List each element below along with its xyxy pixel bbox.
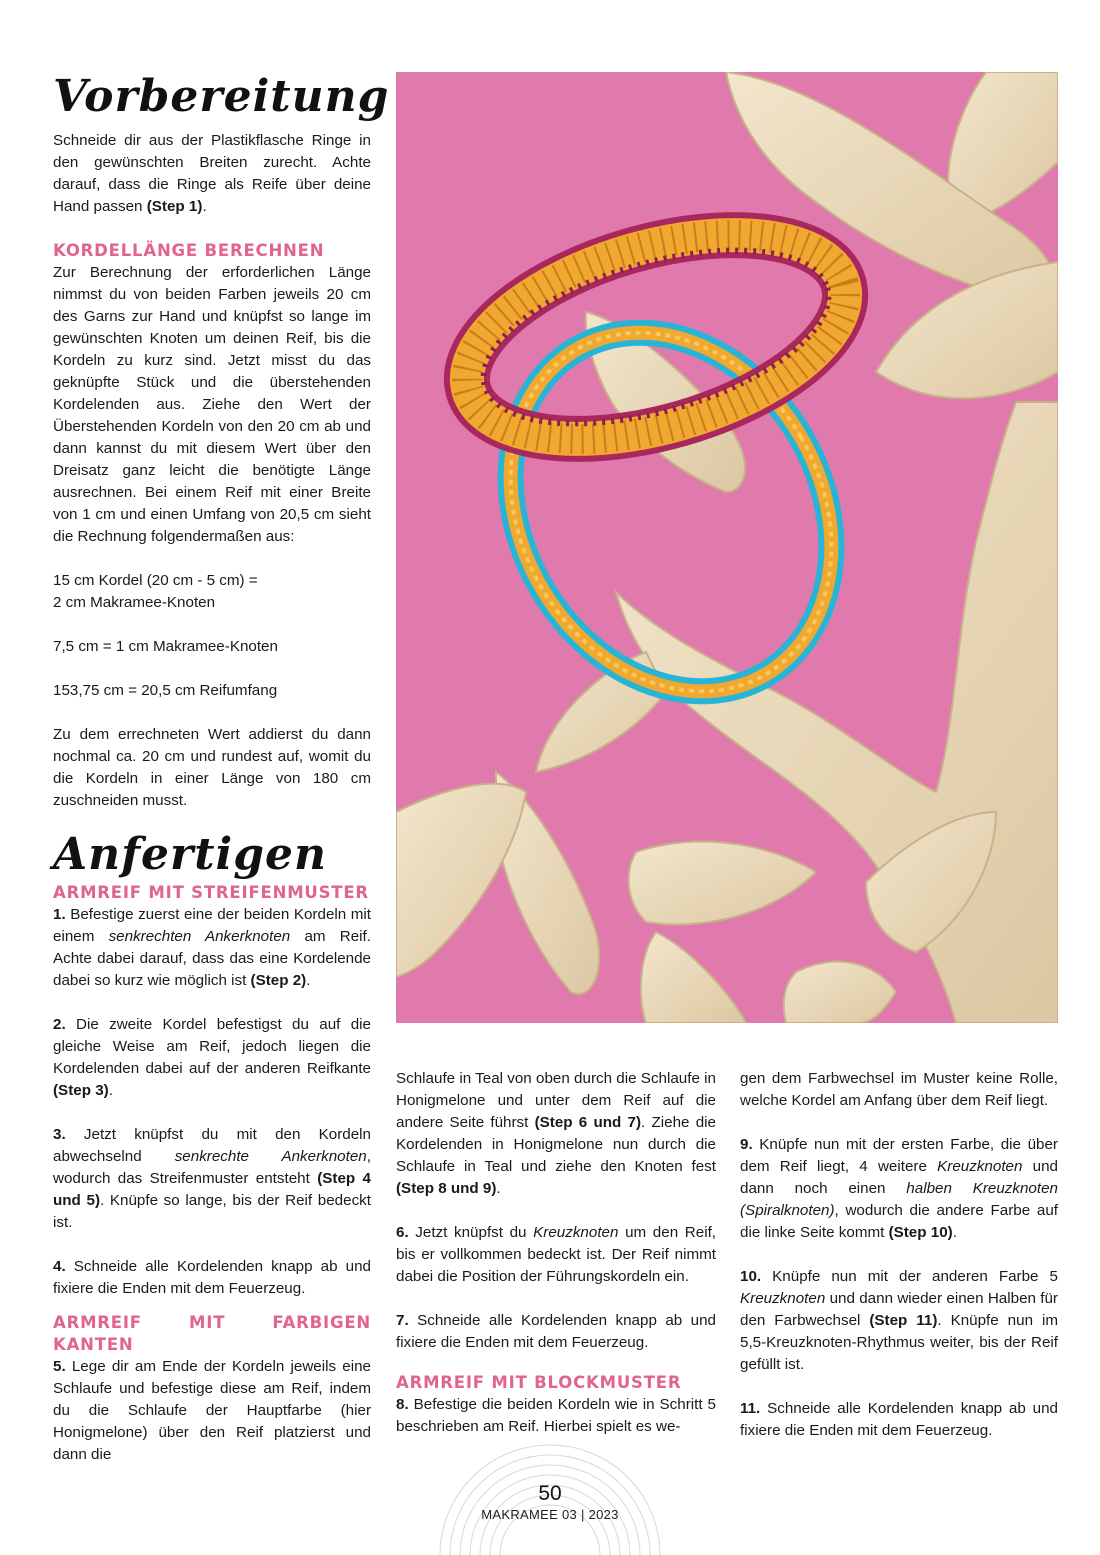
step-number: 8. (396, 1396, 409, 1413)
magazine-issue: MAKRAMEE 03 | 2023 (481, 1507, 619, 1522)
step-reference: (Step 1) (146, 198, 203, 215)
step-5-continued (396, 1068, 716, 1200)
text-run: . (202, 198, 207, 215)
step-number: 2. (53, 1016, 66, 1033)
calc-line-1a: 15 cm Kordel (20 cm - 5 cm) = (53, 572, 258, 589)
text-run: Schneide alle Kordelenden knapp ab und fixiere die Enden mit dem Feuerzeug. (53, 1258, 371, 1297)
prep-intro (53, 130, 371, 218)
step-7 (396, 1310, 716, 1354)
right-column (740, 1068, 1058, 1442)
step-5 (53, 1356, 371, 1466)
step-reference: (Step 10) (888, 1224, 953, 1241)
knot-term: Kreuzknoten (740, 1290, 826, 1307)
step-8-continued (740, 1068, 1058, 1112)
text-run: und dann wieder einen Halben für den Farbwechsel (740, 1290, 1058, 1329)
text-run: . (496, 1180, 501, 1197)
middle-column (396, 1068, 716, 1438)
step-11 (740, 1398, 1058, 1442)
calc-line-1 (53, 570, 371, 614)
step-2 (53, 1014, 371, 1102)
section-title-preparation: Vorbereitung (53, 71, 390, 122)
step-reference: (Step 3) (53, 1082, 109, 1099)
step-1 (53, 904, 371, 992)
step-reference: (Step 8 und 9) (396, 1180, 497, 1197)
step-6 (396, 1222, 716, 1288)
page-number: 50 (538, 1482, 562, 1505)
left-column (53, 71, 390, 1466)
subhead-cord-length: KORDELLÄNGE BERECHNEN (53, 241, 325, 260)
calc-line-1b: 2 cm Makramee-Knoten (53, 594, 216, 611)
section-title-make: Anfertigen (53, 829, 328, 880)
knot-term: Kreuzknoten (937, 1158, 1023, 1175)
subhead-block-pattern: ARMREIF MIT BLOCKMUSTER (396, 1373, 682, 1392)
text-run: Die zweite Kordel befestigst du auf die gleiche Weise am Reif, jedoch liegen die Kordelenden dabei auf der anderen Reifkante (53, 1016, 371, 1077)
cord-length-text: Zur Berechnung der erforderlichen Länge nimmst du von beiden Farben jeweils 20 cm des Garns zur Hand und knüpfst so lange im gewünschten Knoten um deinen Reif, bis die Kordeln zu kurz sind. Jetzt misst du das geknüpfte Stück und die überstehenden Kordelenden aus. Ziehe den Wert der Überstehenden Kordeln von den 20 cm ab und dann kannst du mit diesem Wert über den Dreisatz ganz leicht die benötigte Länge ausrechnen. Bei einem Reif mit einer Breite von 1 cm und einen Umfang von 20,5 cm sieht die Rechnung folgendermaßen aus: (53, 264, 371, 545)
text-run: am Reif. Achte dabei darauf, dass das eine Kordelende dabei so kurz wie möglich ist (53, 928, 371, 989)
step-number: 7. (396, 1312, 409, 1329)
step-10 (740, 1266, 1058, 1376)
bracelet-photo-illustration (396, 72, 1058, 1023)
text-run: , wodurch die andere Farbe auf die linke Seite kommt (740, 1202, 1058, 1241)
step-reference: (Step 11) (869, 1312, 938, 1329)
text-run: . (306, 972, 311, 989)
text-run: um den Reif, bis er vollkommen bedeckt ist. Der Reif nimmt dabei die Position der Führungskordeln ein. (396, 1224, 717, 1285)
step-number: 4. (53, 1258, 66, 1275)
text-run: Schlaufe in Teal von oben durch die Schlaufe in Honigmelone und unter dem Reif auf die andere Seite führst (396, 1070, 716, 1131)
step-reference: (Step 6 und 7) (534, 1114, 642, 1131)
step-8 (396, 1394, 716, 1438)
text-run: Knüpfe nun mit der ersten Farbe, die über dem Reif liegt, 4 weitere (740, 1136, 1058, 1175)
text-run: . Knüpfe nun im 5,5-Kreuzknoten-Rhythmus weiter, bis der Reif gefüllt ist. (740, 1312, 1058, 1373)
text-run: gen dem Farbwechsel im Muster keine Rolle, welche Kordel am Anfang über dem Reif liegt. (740, 1070, 1058, 1109)
text-run: . Ziehe die Kordelenden in Honigmelone nun durch die Schlaufe in Teal und ziehe den Knoten fest (396, 1114, 716, 1175)
step-9 (740, 1134, 1058, 1244)
calc-line-2: 7,5 cm = 1 cm Makramee-Knoten (53, 638, 278, 655)
text-run: . Knüpfe so lange, bis der Reif bedeckt ist. (53, 1192, 371, 1231)
step-number: 5. (53, 1358, 66, 1375)
step-number: 9. (740, 1136, 753, 1153)
page-footer (0, 1482, 1100, 1524)
text-run: Jetzt knüpfst du (408, 1224, 534, 1241)
knot-term: Kreuzknoten (533, 1224, 619, 1241)
text-run: Befestige zuerst eine der beiden Kordeln mit einem (53, 906, 371, 945)
step-reference: (Step 2) (250, 972, 307, 989)
knot-term: senkrechte Ankerknoten (174, 1148, 367, 1165)
step-number: 6. (396, 1224, 409, 1241)
text-run: Schneide alle Kordelenden knapp ab und fixiere die Enden mit dem Feuerzeug. (740, 1400, 1058, 1439)
step-number: 11. (740, 1400, 761, 1417)
text-run: Lege dir am Ende der Kordeln jeweils eine Schlaufe und befestige diese am Reif, indem du die Schlaufe der Hauptfarbe (hier Honigmelone) über den Reif platzierst und dann die (53, 1358, 371, 1463)
subhead-colored-edges: ARMREIF MIT FARBIGEN KANTEN (53, 1313, 371, 1354)
text-run: Knüpfe nun mit der anderen Farbe 5 (761, 1268, 1058, 1285)
text-run: Jetzt knüpfst du mit den Kordeln abwechselnd (53, 1126, 371, 1165)
text-run: . (952, 1224, 957, 1241)
prep-conclusion: Zu dem errechneten Wert addierst du dann nochmal ca. 20 cm und rundest auf, womit du die Kordeln in einer Länge von 180 cm zuschneiden musst. (53, 726, 371, 809)
subhead-stripe-pattern: ARMREIF MIT STREIFENMUSTER (53, 883, 369, 902)
bracelet-photo (396, 72, 1058, 1023)
step-number: 10. (740, 1268, 762, 1285)
text-run: und dann noch einen (740, 1158, 1058, 1197)
knot-term: senkrechten Ankerknoten (108, 928, 291, 945)
text-run: Befestige die beiden Kordeln wie in Schritt 5 beschrieben am Reif. Hierbei spielt es we- (396, 1396, 716, 1435)
text-run: . (108, 1082, 113, 1099)
step-number: 1. (53, 906, 66, 923)
step-3 (53, 1124, 371, 1234)
text-run: Schneide alle Kordelenden knapp ab und fixiere die Enden mit dem Feuerzeug. (396, 1312, 716, 1351)
text-run: , wodurch das Streifenmuster entsteht (53, 1148, 371, 1187)
step-4 (53, 1256, 371, 1300)
knot-term: halben Kreuzknoten (Spiralknoten) (740, 1180, 1058, 1219)
calc-line-3: 153,75 cm = 20,5 cm Reifumfang (53, 682, 278, 699)
text-run: Schneide dir aus der Plastikflasche Ringe in den gewünschten Breiten zurecht. Achte darauf, dass die Ringe als Reife über deine Hand passen (53, 132, 371, 215)
step-reference: (Step 4 und 5) (53, 1170, 371, 1209)
step-number: 3. (53, 1126, 66, 1143)
